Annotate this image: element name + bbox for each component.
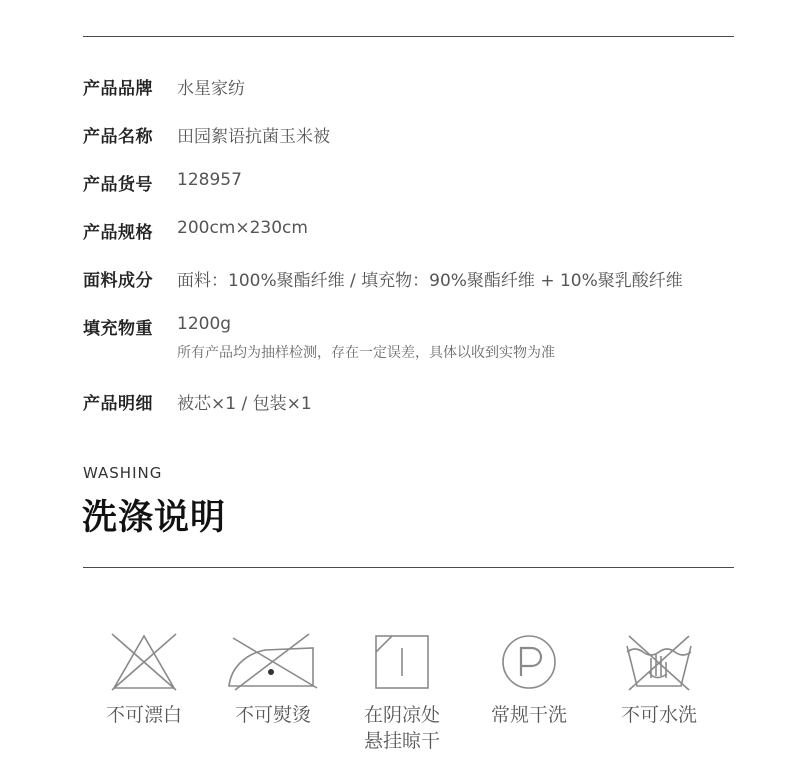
washing-heading: 洗涤说明 <box>82 498 227 538</box>
care-label <box>347 702 457 754</box>
spec-label: 填充物重 <box>83 319 153 339</box>
care-item-drip-dry-shade <box>347 630 457 754</box>
spec-value: 1200g <box>177 314 232 334</box>
care-item-no-iron <box>218 630 328 728</box>
no-bleach-icon <box>108 630 180 694</box>
spec-label: 产品名称 <box>83 127 153 147</box>
washing-divider <box>83 567 734 568</box>
care-item-dry-clean <box>474 630 584 728</box>
no-iron-icon <box>225 630 321 694</box>
spec-label: 产品品牌 <box>83 79 153 99</box>
spec-label: 产品规格 <box>83 223 153 243</box>
care-item-no-wash <box>604 630 714 728</box>
care-label-line: 在阴凉处 <box>363 704 440 726</box>
spec-label: 面料成分 <box>83 271 153 291</box>
care-label: 不可漂白 <box>105 704 182 726</box>
spec-value: 被芯×1 / 包装×1 <box>177 394 312 414</box>
no-wash-icon <box>621 630 697 694</box>
care-label: 常规干洗 <box>490 704 567 726</box>
care-label: 不可熨烫 <box>234 704 311 726</box>
spec-value: 面料：100%聚酯纤维 / 填充物：90%聚酯纤维 + 10%聚乳酸纤维 <box>177 271 683 291</box>
spec-value: 200cm×230cm <box>177 218 308 238</box>
care-item-no-bleach <box>89 630 199 728</box>
dry-clean-p-icon <box>497 630 561 694</box>
care-label-line: 悬挂晾干 <box>363 730 440 752</box>
spec-value: 128957 <box>177 170 242 190</box>
care-label: 不可水洗 <box>620 704 697 726</box>
spec-label: 产品明细 <box>83 394 153 414</box>
spec-label: 产品货号 <box>83 175 153 195</box>
drip-dry-shade-icon <box>370 630 434 694</box>
washing-heading-en: WASHING <box>83 464 163 482</box>
top-divider <box>83 36 734 37</box>
spec-value: 田园絮语抗菌玉米被 <box>177 127 330 147</box>
spec-note: 所有产品均为抽样检测，存在一定误差，具体以收到实物为准 <box>177 345 555 361</box>
spec-value: 水星家纺 <box>177 79 245 99</box>
